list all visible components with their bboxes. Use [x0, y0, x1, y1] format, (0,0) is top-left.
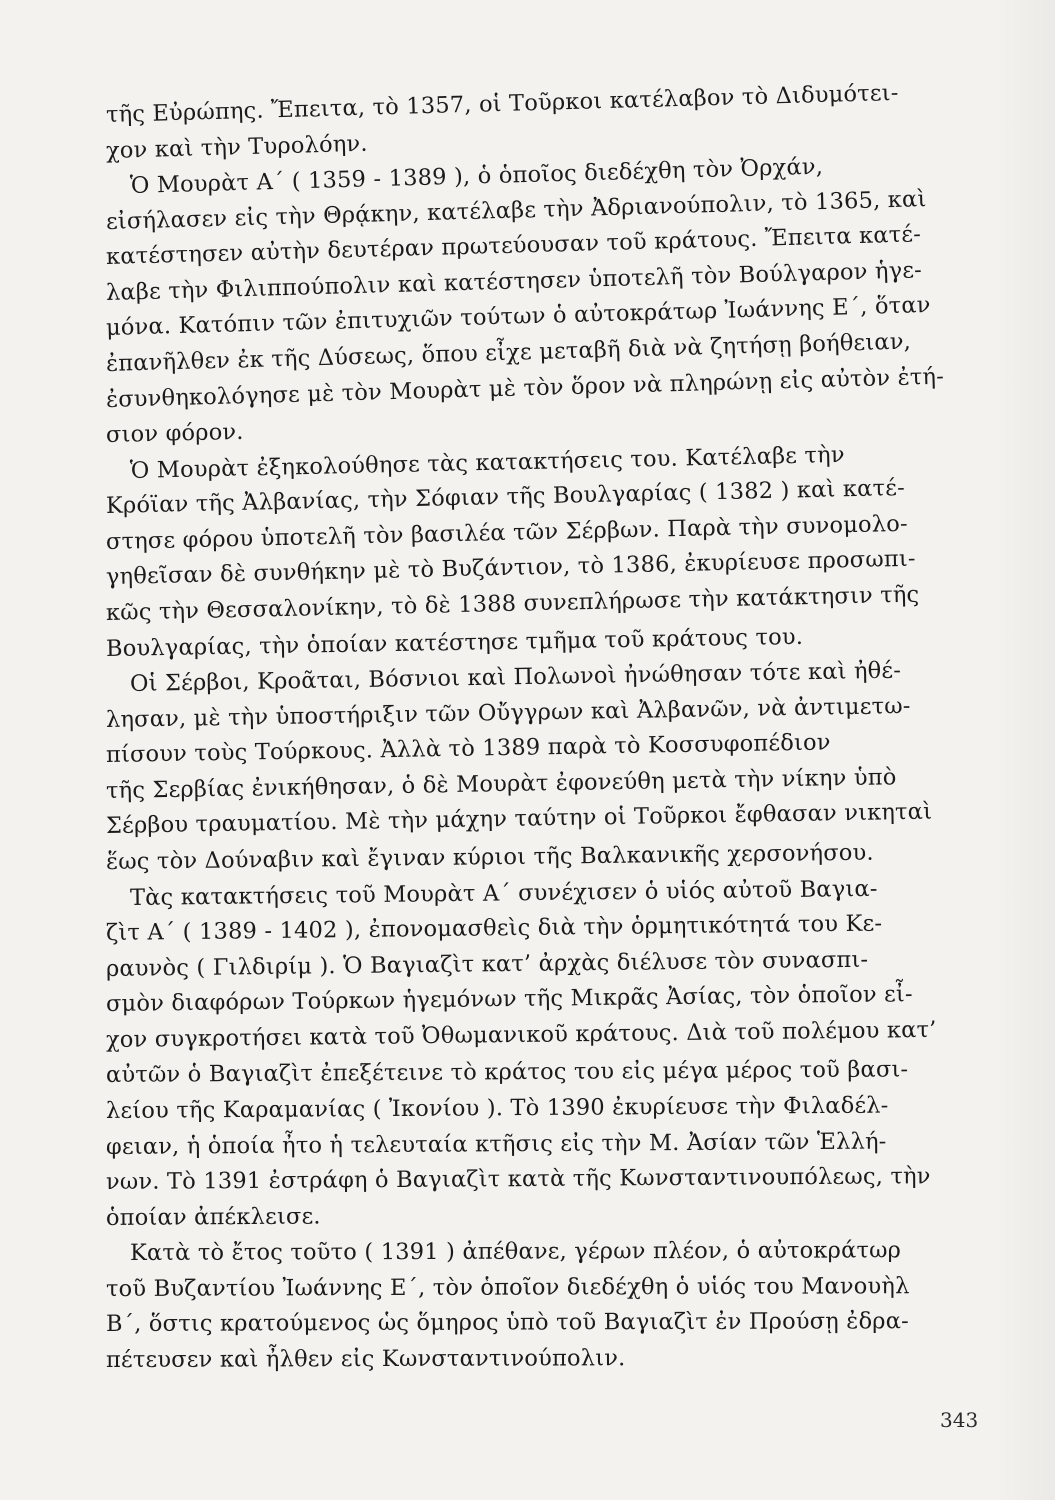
text-line: Ὁ Μουρὰτ Α΄ ( 1359 - 1389 ), ὁ ὁποῖος διεδέχθη τὸν Ὀρχάν,: [129, 153, 824, 199]
text-line: κατέστησεν αὐτὴν δευτέραν πρωτεύουσαν τοῦ κράτους. Ἔπειτα κατέ-: [105, 221, 922, 270]
text-line: ἐπανῆλθεν ἐκ τῆς Δύσεως, ὅπου εἶχε μεταβῆ διὰ νὰ ζητήσῃ βοήθειαν,: [105, 328, 912, 377]
text-line: πίσουν τοὺς Τούρκους. Ἀλλὰ τὸ 1389 παρὰ τὸ Κοσσυφοπέδιον: [105, 729, 831, 768]
text-line: μόνα. Κατόπιν τῶν ἐπιτυχιῶν τούτων ὁ αὐτοκράτωρ Ἰωάννης Ε΄, ὅταν: [105, 291, 931, 341]
scan-edge-shadow: [995, 0, 1055, 1500]
text-line: ἕως τὸν Δούναβιν καὶ ἔγιναν κύριοι τῆς Βαλκανικῆς χερσονήσου.: [105, 839, 874, 875]
text-line: Ὁ Μουρὰτ ἐξηκολούθησε τὰς κατακτήσεις του. Κατέλαβε τὴν: [129, 441, 845, 484]
text-line: στησε φόρου ὑποτελῆ τὸν βασιλέα τῶν Σέρβων. Παρὰ τὴν συνομολο-: [105, 510, 909, 555]
text-line: εἰσήλασεν εἰς τὴν Θρᾴκην, κατέλαβε τὴν Ἀδριανούπολιν, τὸ 1365, καὶ: [105, 186, 927, 235]
text-line: λείου τῆς Καραμανίας ( Ἰκονίου ). Τὸ 1390 ἐκυρίευσε τὴν Φιλαδέλ-: [105, 1092, 889, 1124]
page-number: 343: [940, 1408, 979, 1432]
text-line: κῶς τὴν Θεσσαλονίκην, τὸ δὲ 1388 συνεπλήρωσε τὴν κατάκτησιν τῆς: [105, 581, 920, 626]
text-line: γηθεῖσαν δὲ συνθήκην μὲ τὸ Βυζάντιον, τὸ 1386, ἐκυρίευσε προσωπι-: [105, 545, 916, 590]
text-line: νων. Τὸ 1391 ἐστράφη ὁ Βαγιαζὶτ κατὰ τῆς Κωνσταντινουπόλεως, τὴν: [105, 1163, 931, 1195]
text-line: χον καὶ τὴν Τυρολόην.: [105, 130, 369, 164]
text-line: τῆς Σερβίας ἐνικήθησαν, ὁ δὲ Μουρὰτ ἐφονεύθη μετὰ τὴν νίκην ὑπὸ: [105, 764, 897, 804]
text-line: φειαν, ἡ ὁποία ἦτο ἡ τελευταία κτῆσις εἰς τὴν Μ. Ἀσίαν τῶν Ἑλλή-: [105, 1128, 887, 1160]
text-line: τῆς Εὐρώπης. Ἔπειτα, τὸ 1357, οἱ Τοῦρκοι κατέλαβον τὸ Διδυμότει-: [105, 79, 899, 128]
text-line: Κατὰ τὸ ἔτος τοῦτο ( 1391 ) ἀπέθανε, γέρων πλέον, ὁ αὐτοκράτωρ: [129, 1237, 902, 1266]
text-line: λαβε τὴν Φιλιππούπολιν καὶ κατέστησεν ὑποτελῆ τὸν Βούλγαρον ἡγε-: [105, 257, 923, 306]
text-line: τοῦ Βυζαντίου Ἰωάννης Ε΄, τὸν ὁποῖον διεδέχθη ὁ υἱός του Μανουὴλ: [105, 1273, 910, 1302]
text-line: λησαν, μὲ τὴν ὑποστήριξιν τῶν Οὔγγρων καὶ Ἀλβανῶν, νὰ ἀντιμετω-: [105, 692, 911, 733]
text-line: σιον φόρον.: [105, 418, 244, 448]
text-line: Β΄, ὅστις κρατούμενος ὡς ὅμηρος ὑπὸ τοῦ Βαγιαζὶτ ἐν Προύσῃ ἐδρα-: [105, 1308, 909, 1337]
text-line: ραυνὸς ( Γιλδιρίμ ). Ὁ Βαγιαζὶτ κατ’ ἀρχὰς διέλυσε τὸν συνασπι-: [105, 946, 869, 982]
text-line: Οἱ Σέρβοι, Κροᾶται, Βόσνιοι καὶ Πολωνοὶ ἠνώθησαν τότε καὶ ἠθέ-: [129, 657, 902, 697]
text-line: ἐσυνθηκολόγησε μὲ τὸν Μουρὰτ μὲ τὸν ὅρον νὰ πληρώνῃ εἰς αὐτὸν ἐτή-: [105, 363, 945, 413]
text-line: αὐτῶν ὁ Βαγιαζὶτ ἐπεξέτεινε τὸ κράτος του εἰς μέγα μέρος τοῦ βασι-: [105, 1056, 909, 1088]
text-line: σμὸν διαφόρων Τούρκων ἡγεμόνων τῆς Μικρᾶς Ἀσίας, τὸν ὁποῖον εἶ-: [105, 981, 913, 1017]
text-line: ζὶτ Α΄ ( 1389 - 1402 ), ἐπονομασθεὶς διὰ τὴν ὁρμητικότητά του Κε-: [105, 910, 883, 946]
text-line: Σέρβου τραυματίου. Μὲ τὴν μάχην ταύτην οἱ Τοῦρκοι ἔφθασαν νικηταὶ: [105, 798, 933, 839]
text-line: πέτευσεν καὶ ἦλθεν εἰς Κωνσταντινούπολιν.: [105, 1345, 626, 1373]
text-line: Βουλγαρίας, τὴν ὁποίαν κατέστησε τμῆμα τοῦ κράτους του.: [105, 623, 804, 662]
text-line: χον συγκροτήσει κατὰ τοῦ Ὀθωμανικοῦ κράτους. Διὰ τοῦ πολέμου κατ’: [105, 1016, 937, 1053]
text-line: ὁποίαν ἀπέκλεισε.: [105, 1203, 321, 1231]
text-line: Τὰς κατακτήσεις τοῦ Μουρὰτ Α΄ συνέχισεν ὁ υἱός αὐτοῦ Βαγια-: [129, 875, 878, 911]
text-line: Κρόϊαν τῆς Ἀλβανίας, τὴν Σόφιαν τῆς Βουλγαρίας ( 1382 ) καὶ κατέ-: [105, 474, 906, 519]
